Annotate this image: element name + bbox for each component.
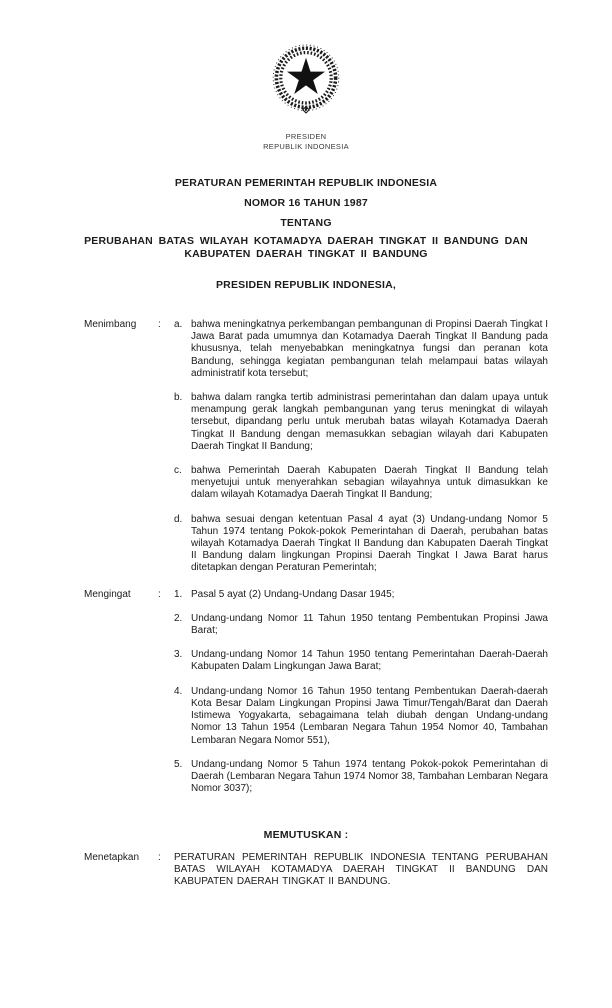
item-marker: d. [174, 513, 183, 525]
list-item [174, 589, 548, 601]
menimbang-section [84, 319, 548, 575]
mengingat-label: Mengingat [84, 588, 131, 600]
item-text: bahwa meningkatnya perkembangan pembangunan di Propinsi Daerah Tingkat I Jawa Barat pada umumnya dan Kotamadya Daerah Tingkat II Bandung pada khususnya, telah menyebabkan meningkatnya fungsi dan peranan kota Bandung, sehingga kegiatan pembangunan telah melampaui batas wilayah administratif kota tersebut; [191, 319, 548, 379]
mengingat-items [174, 589, 548, 796]
regulation-subject: PERUBAHAN BATAS WILAYAH KOTAMADYA DAERAH TINGKAT II BANDUNG DAN KABUPATEN DAERAH TINGKAT II BANDUNG [84, 234, 528, 260]
item-text: Undang-undang Nomor 14 Tahun 1950 tentang Pemerintahan Daerah-Daerah Kabupaten Dalam Lingkungan Jawa Barat; [191, 649, 548, 673]
list-item [174, 649, 548, 673]
decree-text: PERATURAN PEMERINTAH REPUBLIK INDONESIA TENTANG PERUBAHAN BATAS WILAYAH KOTAMADYA DAERAH TINGKAT II BANDUNG DAN KABUPATEN DAERAH TINGKAT II BANDUNG. [174, 851, 548, 887]
item-marker: 4. [174, 685, 183, 697]
item-marker: b. [174, 392, 183, 404]
menimbang-items [174, 319, 548, 575]
org-line-republik: REPUBLIK INDONESIA [263, 141, 349, 151]
mengingat-section [84, 589, 548, 796]
presidential-star-wreath-seal-icon [266, 38, 346, 128]
opening-salutation: PRESIDEN REPUBLIK INDONESIA, [215, 278, 397, 291]
item-text: Undang-undang Nomor 16 Tahun 1950 tentang Pembentukan Daerah-daerah Kota Besar Dalam Lingkungan Propinsi Jawa Timur/Tengah/Barat dan Daerah Istimewa Yogyakarta, sebagaimana telah diubah dengan Undang-undang Nomor 13 Tahun 1954 (Lembaran Negara Tahun 1954 Nomor 40, Tambahan Lembaran Negara Nomor 551), [191, 685, 548, 746]
list-item [174, 613, 548, 637]
item-marker: a. [174, 319, 183, 331]
menimbang-label: Menimbang [84, 319, 137, 331]
list-item [174, 392, 548, 453]
item-marker: 5. [174, 758, 183, 770]
memutuskan-block [0, 829, 612, 841]
mengingat-colon: : [158, 588, 161, 600]
regulation-number: NOMOR 16 TAHUN 1987 [244, 197, 368, 210]
list-item [174, 465, 548, 502]
org-line-presiden: PRESIDEN [285, 132, 327, 142]
menetapkan-section [84, 852, 548, 889]
menimbang-colon: : [158, 319, 161, 331]
item-text: bahwa Pemerintah Daerah Kabupaten Daerah Tingkat II Bandung telah menyetujui untuk menyerahkan sebagian wilayahnya untuk dimasukkan ke dalam wilayah Kotamadya Daerah Tingkat II Bandung; [191, 465, 548, 501]
item-text: bahwa dalam rangka tertib administrasi pemerintahan dan dalam upaya untuk menampung gerak langkah pembangunan yang terus meningkat di wilayah tersebut, dipandang perlu untuk merubah batas wilayah Kotamadya Daerah Tingkat II Bandung dengan memasukkan sebagian wilayah dari Kabupaten Daerah Tingkat II Bandung; [191, 392, 548, 452]
memutuskan-heading: MEMUTUSKAN : [263, 829, 349, 842]
menetapkan-colon: : [158, 851, 161, 863]
org-name [0, 132, 612, 151]
title-block [0, 177, 612, 291]
menetapkan-content [174, 852, 548, 889]
item-text: Undang-undang Nomor 11 Tahun 1950 tentang Pembentukan Propinsi Jawa Barat; [191, 612, 548, 637]
item-text: Pasal 5 ayat (2) Undang-Undang Dasar 1945; [191, 588, 395, 600]
item-marker: c. [174, 465, 182, 477]
letterhead [0, 0, 612, 151]
item-text: bahwa sesuai dengan ketentuan Pasal 4 ayat (3) Undang-undang Nomor 5 Tahun 1974 tentang Pokok-pokok Pemerintahan di Daerah, perubahan batas wilayah Kotamadya Daerah Tingkat II Bandung dan Kabupaten Daerah Tingkat II Bandung dalam lingkungan Propinsi Daerah Tingkat I Jawa Barat harus ditetapkan dengan Peraturan Pemerintah; [191, 513, 548, 574]
item-marker: 1. [174, 588, 183, 600]
item-text: Undang-undang Nomor 5 Tahun 1974 tentang Pokok-pokok Pemerintahan di Daerah (Lembaran Negara Tahun 1974 Nomor 38, Tambahan Lembaran Negara Nomor 3037); [191, 758, 548, 795]
menetapkan-label: Menetapkan [84, 851, 140, 863]
item-marker: 3. [174, 649, 183, 661]
list-item [174, 686, 548, 747]
item-marker: 2. [174, 612, 183, 624]
list-item [174, 514, 548, 575]
regulation-title: PERATURAN PEMERINTAH REPUBLIK INDONESIA [174, 177, 438, 190]
tentang-label: TENTANG [280, 216, 332, 229]
list-item [174, 319, 548, 380]
list-item [174, 759, 548, 796]
